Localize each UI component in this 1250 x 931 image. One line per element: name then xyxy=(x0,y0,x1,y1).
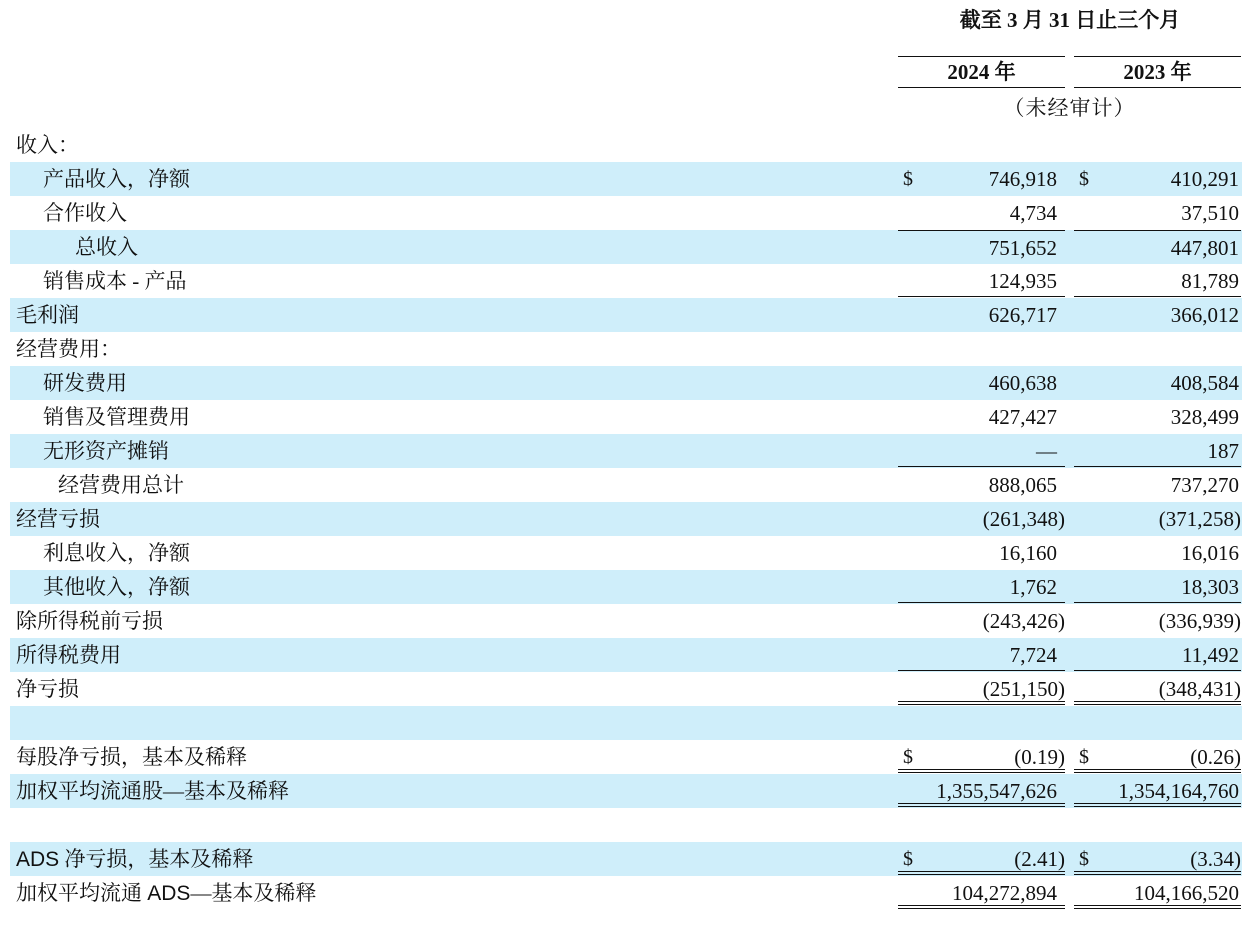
value-2024: 460,638 xyxy=(988,371,1057,395)
value-2024 xyxy=(898,808,1065,841)
row-label: 利息收入，净额 xyxy=(43,541,190,565)
year-2023-header: 2023 年 xyxy=(1074,56,1241,88)
row-label: 每股净亏损，基本及稀释 xyxy=(16,745,247,769)
value-2023: 81,789 xyxy=(1074,264,1241,297)
row-label: 加权平均流通 ADS—基本及稀释 xyxy=(16,881,317,905)
row-label: 收入： xyxy=(16,133,79,157)
value-2024: 1,762 xyxy=(898,570,1065,603)
value-2024: 1,355,547,626 xyxy=(898,774,1065,807)
table-row xyxy=(10,842,1242,876)
value-2023: (336,939) xyxy=(1158,609,1241,633)
row-label: 毛利润 xyxy=(16,303,79,327)
value-2023 xyxy=(1074,808,1241,841)
value-2023: 447,801 xyxy=(1074,230,1241,263)
value-2023 xyxy=(1074,332,1241,365)
table-row xyxy=(10,638,1242,672)
table-row xyxy=(10,332,1242,366)
value-2024: (2.41) xyxy=(898,842,1065,875)
row-label: 其他收入，净额 xyxy=(43,575,190,599)
value-2024: 626,717 xyxy=(988,303,1057,327)
row-label: 除所得税前亏损 xyxy=(16,609,163,633)
currency-symbol: $ xyxy=(903,746,913,768)
table-row xyxy=(10,808,1242,842)
value-2023: 410,291 xyxy=(1170,167,1239,191)
value-2024 xyxy=(898,706,1065,739)
row-label: ADS 净亏损，基本及稀释 xyxy=(16,847,254,871)
table-row xyxy=(10,502,1242,536)
row-label: 销售及管理费用 xyxy=(43,405,190,429)
row-label: 合作收入 xyxy=(43,201,127,225)
value-2024: 7,724 xyxy=(898,638,1065,671)
value-2024: 16,160 xyxy=(999,541,1057,565)
table-row xyxy=(10,876,1242,910)
value-2023 xyxy=(1074,128,1241,161)
table-row xyxy=(10,196,1242,230)
value-2023: 1,354,164,760 xyxy=(1074,774,1241,807)
value-2024: 746,918 xyxy=(988,167,1057,191)
value-2024: 124,935 xyxy=(898,264,1065,297)
value-2023: (3.34) xyxy=(1074,842,1241,875)
row-label: 销售成本 - 产品 xyxy=(43,269,187,293)
value-2023: 18,303 xyxy=(1074,570,1241,603)
value-2023: 328,499 xyxy=(1170,405,1239,429)
currency-symbol: $ xyxy=(1079,848,1089,870)
row-label: 经营亏损 xyxy=(16,507,100,531)
row-label: 无形资产摊销 xyxy=(43,439,169,463)
row-label: 所得税费用 xyxy=(16,643,121,667)
table-row xyxy=(10,672,1242,706)
value-2024: — xyxy=(898,434,1065,467)
row-label: 研发费用 xyxy=(43,371,127,395)
currency-symbol: $ xyxy=(903,848,913,870)
value-2024: 888,065 xyxy=(988,473,1057,497)
table-row xyxy=(10,774,1242,808)
value-2024: (251,150) xyxy=(898,672,1065,705)
value-2023: 366,012 xyxy=(1170,303,1239,327)
row-label: 总收入 xyxy=(75,235,138,259)
row-label: 加权平均流通股—基本及稀释 xyxy=(16,779,289,803)
table-row xyxy=(10,128,1242,162)
table-row xyxy=(10,536,1242,570)
value-2024: (261,348) xyxy=(982,507,1065,531)
value-2024: 104,272,894 xyxy=(898,876,1065,909)
value-2023: 187 xyxy=(1074,434,1241,467)
table-row xyxy=(10,366,1242,400)
year-2024-header: 2024 年 xyxy=(898,56,1065,88)
value-2023: 37,510 xyxy=(1181,201,1239,225)
currency-symbol: $ xyxy=(903,168,913,190)
value-2024 xyxy=(898,332,1065,365)
table-row xyxy=(10,264,1242,298)
table-row xyxy=(10,740,1242,774)
value-2023: (371,258) xyxy=(1158,507,1241,531)
row-label: 产品收入，净额 xyxy=(43,167,190,191)
value-2023 xyxy=(1074,706,1241,739)
value-2023: 104,166,520 xyxy=(1074,876,1241,909)
table-row xyxy=(10,468,1242,502)
table-row xyxy=(10,230,1242,264)
value-2024: 751,652 xyxy=(898,230,1065,263)
value-2023: 16,016 xyxy=(1181,541,1239,565)
currency-symbol: $ xyxy=(1079,168,1089,190)
value-2024: (243,426) xyxy=(982,609,1065,633)
table-row xyxy=(10,604,1242,638)
row-label: 净亏损 xyxy=(16,677,79,701)
currency-symbol: $ xyxy=(1079,746,1089,768)
row-label: 经营费用： xyxy=(16,337,121,361)
table-row xyxy=(10,298,1242,332)
table-row xyxy=(10,706,1242,740)
value-2024: 4,734 xyxy=(1009,201,1057,225)
value-2023: 408,584 xyxy=(1170,371,1239,395)
row-label: 经营费用总计 xyxy=(58,473,184,497)
value-2023: 11,492 xyxy=(1074,638,1241,671)
value-2024 xyxy=(898,128,1065,161)
period-header: 截至 3 月 31 日止三个月 xyxy=(959,8,1181,32)
value-2023: (348,431) xyxy=(1074,672,1241,705)
value-2024: 427,427 xyxy=(988,405,1057,429)
income-statement-table xyxy=(10,128,1242,910)
unaudited-note: （未经审计） xyxy=(1003,96,1136,120)
table-row xyxy=(10,570,1242,604)
value-2023: (0.26) xyxy=(1074,740,1241,773)
table-row xyxy=(10,400,1242,434)
table-row xyxy=(10,162,1242,196)
table-row xyxy=(10,434,1242,468)
value-2024: (0.19) xyxy=(898,740,1065,773)
value-2023: 737,270 xyxy=(1170,473,1239,497)
